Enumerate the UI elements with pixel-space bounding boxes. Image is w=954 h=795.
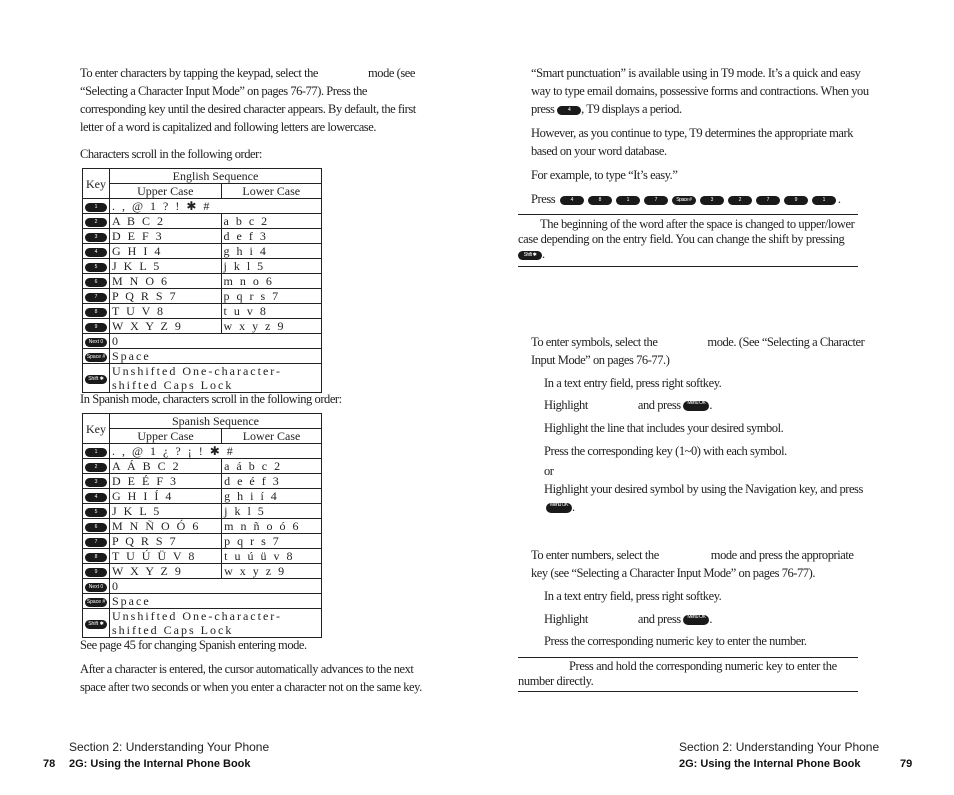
table-row — [83, 334, 322, 349]
phone-key-icon: Space # — [86, 598, 106, 605]
key-cell — [83, 444, 110, 459]
lower-case-cell: j k l 5 — [222, 504, 322, 519]
note-box-shift: The beginning of the word after the space is changed to upper/lower case depending on the entry field. You can change the shift by pressing Shift ✱ . — [518, 214, 858, 267]
smart-line-3: press 4 , T9 displays a period. — [531, 102, 682, 116]
table-row — [83, 534, 322, 549]
upper-case-cell: T U Ú Ü V 8 — [110, 549, 222, 564]
phone-key-icon: 9 — [85, 568, 107, 577]
phone-key-icon: Space # — [86, 353, 106, 360]
press-key-icon: 3 — [700, 196, 724, 205]
phone-key-icon: 4 — [85, 248, 107, 257]
upper-case-cell: D E É F 3 — [110, 474, 222, 489]
upper-case-cell: Unshifted One-character-shifted Caps Lock — [110, 364, 322, 393]
table-row — [83, 214, 322, 229]
smart-line-2: way to type email domains, possessive forms and contractions. When you — [531, 84, 869, 98]
phone-key-icon: 8 — [85, 308, 107, 317]
phone-key-icon: 6 — [85, 278, 107, 287]
lower-case-cell: d e f 3 — [221, 229, 321, 244]
press-key-icon: Space # — [672, 196, 696, 205]
intro-line-4: letter of a word is capitalized and following letters are lowercase. — [80, 120, 376, 134]
upper-case-cell: 0 — [110, 334, 322, 349]
or-text: or — [544, 464, 554, 478]
upper-case-cell: A B C 2 — [110, 214, 222, 229]
lower-case-cell: m n ñ o ó 6 — [222, 519, 322, 534]
press-key-icon: 7 — [644, 196, 668, 205]
note2-line-1: Press and hold the corresponding numeric key to enter the — [569, 659, 837, 673]
footer-left-section: Section 2: Understanding Your Phone — [69, 740, 270, 754]
smart-line-1: “Smart punctuation” is available using in T9 mode. It’s a quick and easy — [531, 66, 861, 80]
key-1-icon: 4 — [557, 106, 581, 115]
num-step-1: In a text entry field, press right softkey. — [544, 589, 722, 603]
table-row — [83, 459, 322, 474]
upper-case-cell: A Á B C 2 — [110, 459, 222, 474]
key-cell — [83, 259, 110, 274]
note1-line-2: case depending on the entry field. You can change the shift by pressing — [518, 232, 845, 246]
key-cell — [83, 504, 110, 519]
press-sequence: Press 4 8 1 7 Space # 3 2 7 9 1 . — [531, 192, 841, 206]
key-cell — [83, 229, 110, 244]
upper-case-cell: . , @ 1 ¿ ? ¡ ! ✱ # — [110, 444, 322, 459]
sym-step-3: Highlight the line that includes your desired symbol. — [544, 421, 784, 435]
numbers-line-2: key (see “Selecting a Character Input Mode” on pages 76-77). — [531, 566, 815, 580]
phone-key-icon: Shift ✱ — [85, 620, 107, 629]
lower-case-cell: t u ú ü v 8 — [222, 549, 322, 564]
intro-line-2: “Selecting a Character Input Mode” on pages 76-77). Press the — [80, 84, 368, 98]
upper-case-cell: P Q R S 7 — [110, 289, 222, 304]
phone-key-icon: 1 — [85, 448, 107, 457]
sym-step-1: In a text entry field, press right softkey. — [544, 376, 722, 390]
symbols-line-2: Input Mode” on pages 76-77.) — [531, 353, 670, 367]
table-row — [83, 304, 322, 319]
intro-line-1: To enter characters by tapping the keypad, select the mode (see — [80, 66, 415, 80]
example-text: For example, to type “It’s easy.” — [531, 168, 678, 182]
table-row — [83, 474, 322, 489]
upper-case-cell: J K L 5 — [110, 504, 222, 519]
key-cell — [83, 244, 110, 259]
upper-case-cell: Space — [110, 349, 322, 364]
phone-key-icon: 2 — [85, 463, 107, 472]
lower-case-cell: a á b c 2 — [222, 459, 322, 474]
lower-case-cell: w x y z 9 — [222, 564, 322, 579]
phone-key-icon: 5 — [85, 508, 107, 517]
table-row — [83, 594, 322, 609]
sym-step-2: Highlight and press Menu OK . — [544, 398, 713, 412]
press-key-icon: 1 — [812, 196, 836, 205]
key-cell — [83, 364, 110, 393]
upper-case-cell: T U V 8 — [110, 304, 222, 319]
numbers-line-1: To enter numbers, select the mode and press the appropriate — [531, 548, 854, 562]
footer-right-page-number: 79 — [900, 758, 913, 770]
phone-key-icon: 3 — [85, 478, 107, 487]
key-header: Key — [83, 169, 110, 199]
key-cell — [83, 594, 110, 609]
symbols-line-1: To enter symbols, select the mode. (See “Selecting a Character — [531, 335, 865, 349]
num-step-3: Press the corresponding numeric key to enter the number. — [544, 634, 807, 648]
press-key-icon: 2 — [728, 196, 752, 205]
key-cell — [83, 349, 110, 364]
press-key-icon: 8 — [588, 196, 612, 205]
note-box-numeric — [518, 657, 858, 692]
key-cell — [83, 564, 110, 579]
phone-key-icon: 4 — [85, 493, 107, 502]
upper-case-cell: G H I 4 — [110, 244, 222, 259]
sym-step-5-key: Menu OK . — [546, 498, 575, 516]
table-row — [83, 289, 322, 304]
upper-case-cell: P Q R S 7 — [110, 534, 222, 549]
upper-case-header: Upper Case — [110, 429, 222, 444]
after-line-1: After a character is entered, the cursor automatically advances to the next — [80, 662, 414, 676]
key-cell — [83, 474, 110, 489]
phone-key-icon: 2 — [85, 218, 107, 227]
table-row — [83, 489, 322, 504]
lower-case-cell: p q r s 7 — [222, 534, 322, 549]
upper-case-cell: G H I Í 4 — [110, 489, 222, 504]
table-row — [83, 564, 322, 579]
lower-case-header: Lower Case — [221, 184, 321, 199]
table-row — [83, 319, 322, 334]
upper-case-cell: D E F 3 — [110, 229, 222, 244]
table-row — [83, 609, 322, 638]
lower-case-cell: p q r s 7 — [221, 289, 321, 304]
key-cell — [83, 459, 110, 474]
key-cell — [83, 609, 110, 638]
key-cell — [83, 489, 110, 504]
footer-left-page-number: 78 — [43, 758, 56, 770]
footer-right-chapter: 2G: Using the Internal Phone Book — [679, 758, 861, 770]
key-cell — [83, 289, 110, 304]
table-row — [83, 579, 322, 594]
press-keys-group — [558, 192, 838, 206]
phone-key-icon: 7 — [85, 538, 107, 547]
key-cell — [83, 549, 110, 564]
lower-case-cell: t u v 8 — [221, 304, 321, 319]
lower-case-cell: d e é f 3 — [222, 474, 322, 489]
key-cell — [83, 199, 110, 214]
press-key-icon: 9 — [784, 196, 808, 205]
phone-key-icon: 3 — [85, 233, 107, 242]
sym-step-4: Press the corresponding key (1~0) with each symbol. — [544, 444, 787, 458]
key-cell — [83, 304, 110, 319]
key-cell — [83, 334, 110, 349]
press-key-icon: 1 — [616, 196, 640, 205]
key-cell — [83, 534, 110, 549]
upper-case-cell: W X Y Z 9 — [110, 564, 222, 579]
however-line-1: However, as you continue to type, T9 determines the appropriate mark — [531, 126, 854, 140]
menu-ok-key-icon: Menu OK — [683, 401, 709, 411]
scroll-order-text: Characters scroll in the following order: — [80, 147, 262, 161]
upper-case-cell: W X Y Z 9 — [110, 319, 222, 334]
sequence-title: English Sequence — [110, 169, 322, 184]
press-key-icon: 7 — [756, 196, 780, 205]
key-cell — [83, 519, 110, 534]
table-row — [83, 519, 322, 534]
phone-key-icon: Next 0 — [85, 338, 107, 347]
table-row — [83, 229, 322, 244]
key-cell — [83, 214, 110, 229]
table-row — [83, 199, 322, 214]
key-cell — [83, 319, 110, 334]
phone-key-icon: 8 — [85, 553, 107, 562]
upper-case-cell: M N O 6 — [110, 274, 222, 289]
footer-left-chapter: 2G: Using the Internal Phone Book — [69, 758, 251, 770]
lower-case-cell: w x y z 9 — [221, 319, 321, 334]
sequence-title: Spanish Sequence — [110, 414, 322, 429]
lower-case-cell: g h i 4 — [221, 244, 321, 259]
spanish-sequence-table — [82, 413, 322, 638]
upper-case-cell: M N Ñ O Ó 6 — [110, 519, 222, 534]
phone-key-icon: 6 — [85, 523, 107, 532]
menu-ok-key-icon: Menu OK — [683, 615, 709, 625]
lower-case-cell: g h i í 4 — [222, 489, 322, 504]
spanish-intro-text: In Spanish mode, characters scroll in the following order: — [80, 392, 342, 406]
lower-case-cell: m n o 6 — [221, 274, 321, 289]
however-line-2: based on your word database. — [531, 144, 667, 158]
table-row — [83, 259, 322, 274]
num-step-2: Highlight and press Menu OK . — [544, 612, 713, 626]
table-row — [83, 549, 322, 564]
press-key-icon: 4 — [560, 196, 584, 205]
upper-case-cell: Unshifted One-character-shifted Caps Lock — [110, 609, 322, 638]
after-line-2: space after two seconds or when you enter a character not on the same key. — [80, 680, 422, 694]
table-row — [83, 364, 322, 393]
upper-case-header: Upper Case — [110, 184, 222, 199]
key-header: Key — [83, 414, 110, 444]
phone-key-icon: 1 — [85, 203, 107, 212]
see-page-text: See page 45 for changing Spanish entering mode. — [80, 638, 307, 652]
intro-line-3: corresponding key until the desired character appears. By default, the first — [80, 102, 416, 116]
upper-case-cell: 0 — [110, 579, 322, 594]
phone-key-icon: Shift ✱ — [85, 375, 107, 384]
upper-case-cell: Space — [110, 594, 322, 609]
phone-key-icon: 5 — [85, 263, 107, 272]
table-row — [83, 504, 322, 519]
table-row — [83, 444, 322, 459]
note2-line-2: number directly. — [518, 674, 594, 688]
footer-right-section: Section 2: Understanding Your Phone — [679, 740, 880, 754]
lower-case-cell: a b c 2 — [221, 214, 321, 229]
upper-case-cell: . , @ 1 ? ! ✱ # — [110, 199, 322, 214]
phone-key-icon: Next 0 — [85, 583, 107, 592]
english-sequence-table — [82, 168, 322, 393]
upper-case-cell: J K L 5 — [110, 259, 222, 274]
menu-ok-key-icon: Menu OK — [546, 503, 572, 513]
phone-key-icon: 7 — [85, 293, 107, 302]
table-row — [83, 274, 322, 289]
sym-step-5: Highlight your desired symbol by using the Navigation key, and press — [544, 482, 863, 496]
shift-key-icon: Shift ✱ — [518, 251, 542, 260]
phone-key-icon: 9 — [85, 323, 107, 332]
key-cell — [83, 274, 110, 289]
lower-case-header: Lower Case — [222, 429, 322, 444]
note1-line-1: The beginning of the word after the space is changed to upper/lower — [540, 217, 855, 231]
table-row — [83, 244, 322, 259]
table-row — [83, 349, 322, 364]
key-cell — [83, 579, 110, 594]
lower-case-cell: j k l 5 — [221, 259, 321, 274]
